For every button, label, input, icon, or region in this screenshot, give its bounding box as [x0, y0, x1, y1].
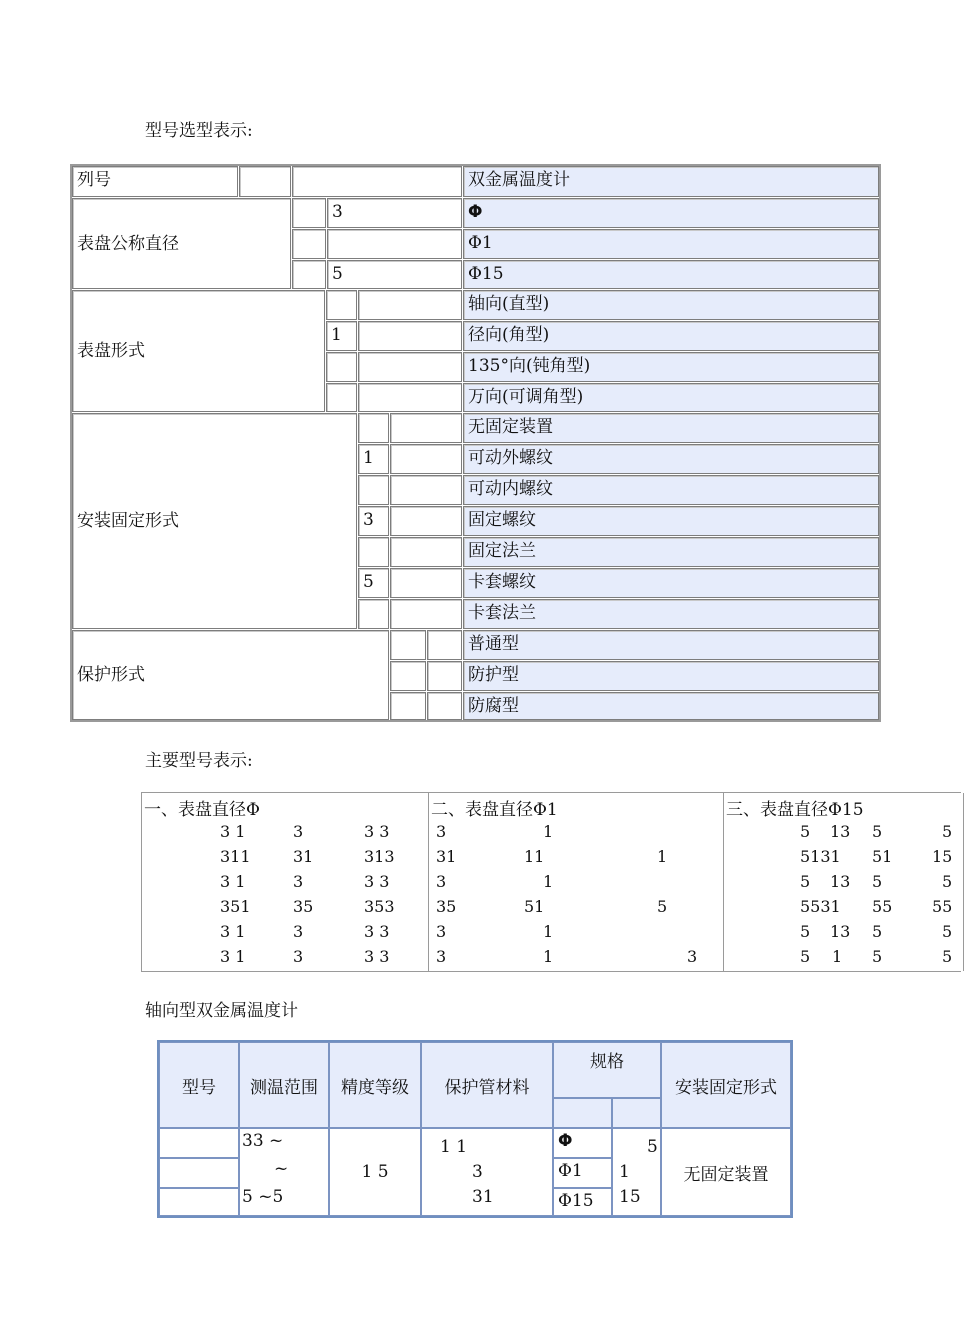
model-code: 5 [872, 922, 883, 941]
header-size: 规格 [553, 1042, 661, 1098]
axial-heading: 轴向型双金属温度计 [145, 1001, 298, 1021]
protect-option-cell: 普通型 [463, 630, 879, 660]
model-cell [159, 1158, 239, 1188]
blank-cell [390, 661, 426, 691]
mount-option-cell: 固定法兰 [463, 537, 879, 567]
model-code: 51 [872, 847, 893, 866]
model-code: 3 1 [220, 947, 246, 966]
mount-option-cell: 卡套法兰 [463, 599, 879, 629]
mount-code-cell: 1 [358, 444, 389, 474]
model-code: 55 [872, 897, 893, 916]
protect-option-cell: 防护型 [463, 661, 879, 691]
model-code: 5 [872, 822, 883, 841]
dial-code-cell [327, 229, 462, 259]
selection-heading: 型号选型表示: [145, 121, 253, 141]
models-column-2 [429, 793, 724, 971]
model-code: 5 [800, 922, 811, 941]
size-diameter-cell: Φ15 [553, 1188, 612, 1216]
model-code: 3 [293, 872, 304, 891]
product-name-cell: 双金属温度计 [463, 166, 879, 197]
model-code: 351 [220, 897, 251, 916]
size-length-line: 5 [647, 1137, 658, 1157]
blank-cell [427, 692, 462, 720]
header-accuracy: 精度等级 [329, 1042, 421, 1128]
model-code: 31 [436, 847, 457, 866]
accuracy-cell: 1 5 [329, 1128, 421, 1216]
model-code: 5131 [800, 847, 841, 866]
model-code: 5 [942, 872, 953, 891]
material-line: 31 [472, 1187, 494, 1207]
model-code: 3 [687, 947, 698, 966]
mount-option-cell: 可动内螺纹 [463, 475, 879, 505]
model-code: 313 [364, 847, 395, 866]
model-code: 5 [942, 922, 953, 941]
main-models-table [141, 792, 961, 972]
blank-cell [358, 352, 462, 382]
blank-cell [292, 198, 326, 228]
blank-cell [292, 166, 462, 197]
model-code: 15 [932, 847, 953, 866]
blank-cell [358, 290, 462, 320]
form-code-cell [326, 383, 357, 412]
dial-code-cell: 3 [327, 198, 462, 228]
model-cell [159, 1188, 239, 1216]
axial-spec-table [157, 1040, 793, 1218]
blank-cell [390, 630, 426, 660]
blank-cell [239, 166, 291, 197]
form-option-cell: 径向(角型) [463, 321, 879, 351]
blank-cell [358, 383, 462, 412]
form-code-cell: 1 [326, 321, 357, 351]
model-code: 3 [293, 922, 304, 941]
model-code: 35 [436, 897, 457, 916]
protect-option-cell: 防腐型 [463, 692, 879, 720]
model-code: 5 [942, 822, 953, 841]
dial-option-cell: Φ15 [463, 260, 879, 289]
mount-option-cell: 固定螺纹 [463, 506, 879, 536]
size-diameter-cell: Φ [553, 1128, 612, 1158]
range-line: 5 ~5 [242, 1187, 284, 1207]
blank-cell [390, 506, 462, 536]
model-code: 5 [872, 947, 883, 966]
blank-cell [358, 321, 462, 351]
form-code-cell [326, 290, 357, 320]
model-code: 3 [436, 922, 447, 941]
model-code: 3 [436, 872, 447, 891]
range-cell [239, 1128, 329, 1216]
size-length-line: 15 [619, 1187, 641, 1207]
mount-code-cell [358, 599, 389, 629]
blank-cell [292, 260, 326, 289]
model-code: 5 [942, 947, 953, 966]
header-mount: 安装固定形式 [661, 1042, 791, 1128]
model-code: 3 3 [364, 947, 390, 966]
model-code: 5531 [800, 897, 841, 916]
model-code: 353 [364, 897, 395, 916]
dial-option-cell: Φ1 [463, 229, 879, 259]
model-code: 1 [543, 822, 554, 841]
model-code: 3 3 [364, 872, 390, 891]
size-length-cell [612, 1128, 661, 1216]
form-option-cell: 万向(可调角型) [463, 383, 879, 412]
material-line: 1 1 [440, 1137, 468, 1157]
model-code: 5 [800, 947, 811, 966]
form-option-cell: 轴向(直型) [463, 290, 879, 320]
model-code: 1 [543, 872, 554, 891]
blank-cell [390, 568, 462, 598]
model-code: 31 [293, 847, 314, 866]
blank-cell [390, 537, 462, 567]
range-line: ~ [274, 1159, 289, 1179]
blank-cell [390, 413, 462, 443]
mount-code-cell: 5 [358, 568, 389, 598]
mount-code-cell [358, 475, 389, 505]
blank-cell [390, 692, 426, 720]
blank-cell [390, 475, 462, 505]
size-diameter-cell: Φ1 [553, 1158, 612, 1188]
model-code: 1 [543, 922, 554, 941]
model-code: 5 [657, 897, 668, 916]
form-option-cell: 135°向(钝角型) [463, 352, 879, 382]
model-code: 11 [524, 847, 545, 866]
mount-cell: 无固定装置 [661, 1128, 791, 1216]
models-column-title: 二、表盘直径Φ1 [431, 800, 558, 820]
model-code: 55 [932, 897, 953, 916]
blank-cell [427, 661, 462, 691]
header-model: 型号 [159, 1042, 239, 1128]
dial-code-cell: 5 [327, 260, 462, 289]
model-code: 5 [872, 872, 883, 891]
model-code: 3 [293, 947, 304, 966]
mount-code-cell: 3 [358, 506, 389, 536]
model-code: 13 [830, 822, 851, 841]
blank-cell [390, 599, 462, 629]
mount-code-cell [358, 537, 389, 567]
mount-code-cell [358, 413, 389, 443]
model-code: 3 3 [364, 822, 390, 841]
model-code: 3 [436, 822, 447, 841]
protection-group: 保护形式 [72, 630, 389, 720]
header-size-length [612, 1098, 661, 1128]
mount-option-cell: 卡套螺纹 [463, 568, 879, 598]
model-code: 5 [800, 872, 811, 891]
model-code: 3 1 [220, 922, 246, 941]
model-code: 3 1 [220, 872, 246, 891]
form-code-cell [326, 352, 357, 382]
model-code: 3 [293, 822, 304, 841]
dial-diameter-group: 表盘公称直径 [72, 198, 291, 289]
model-code: 51 [524, 897, 545, 916]
model-code: 1 [657, 847, 668, 866]
size-length-line: 1 [619, 1162, 630, 1182]
model-code: 1 [543, 947, 554, 966]
model-code: 3 3 [364, 922, 390, 941]
header-size-diameter [553, 1098, 612, 1128]
blank-cell [390, 444, 462, 474]
model-code: 5 [800, 822, 811, 841]
model-code: 13 [830, 872, 851, 891]
mount-option-cell: 无固定装置 [463, 413, 879, 443]
blank-cell [427, 630, 462, 660]
material-line: 3 [472, 1162, 483, 1182]
models-column-title: 一、表盘直径Φ [144, 800, 260, 820]
model-code: 13 [830, 922, 851, 941]
model-code: 1 [832, 947, 843, 966]
column-label-cell: 列号 [72, 166, 238, 197]
header-material: 保护管材料 [421, 1042, 553, 1128]
model-cell [159, 1128, 239, 1158]
model-code: 35 [293, 897, 314, 916]
mounting-group: 安装固定形式 [72, 413, 357, 629]
models-column-title: 三、表盘直径Φ15 [726, 800, 864, 820]
dial-option-cell: Φ [463, 198, 879, 228]
main-models-heading: 主要型号表示: [145, 751, 253, 771]
blank-cell [292, 229, 326, 259]
header-range: 测温范围 [239, 1042, 329, 1128]
range-line: 33 ~ [242, 1131, 284, 1151]
dial-form-group: 表盘形式 [72, 290, 325, 412]
mount-option-cell: 可动外螺纹 [463, 444, 879, 474]
model-selection-table [70, 164, 881, 722]
material-cell [421, 1128, 553, 1216]
model-code: 3 1 [220, 822, 246, 841]
model-code: 311 [220, 847, 251, 866]
model-code: 3 [436, 947, 447, 966]
